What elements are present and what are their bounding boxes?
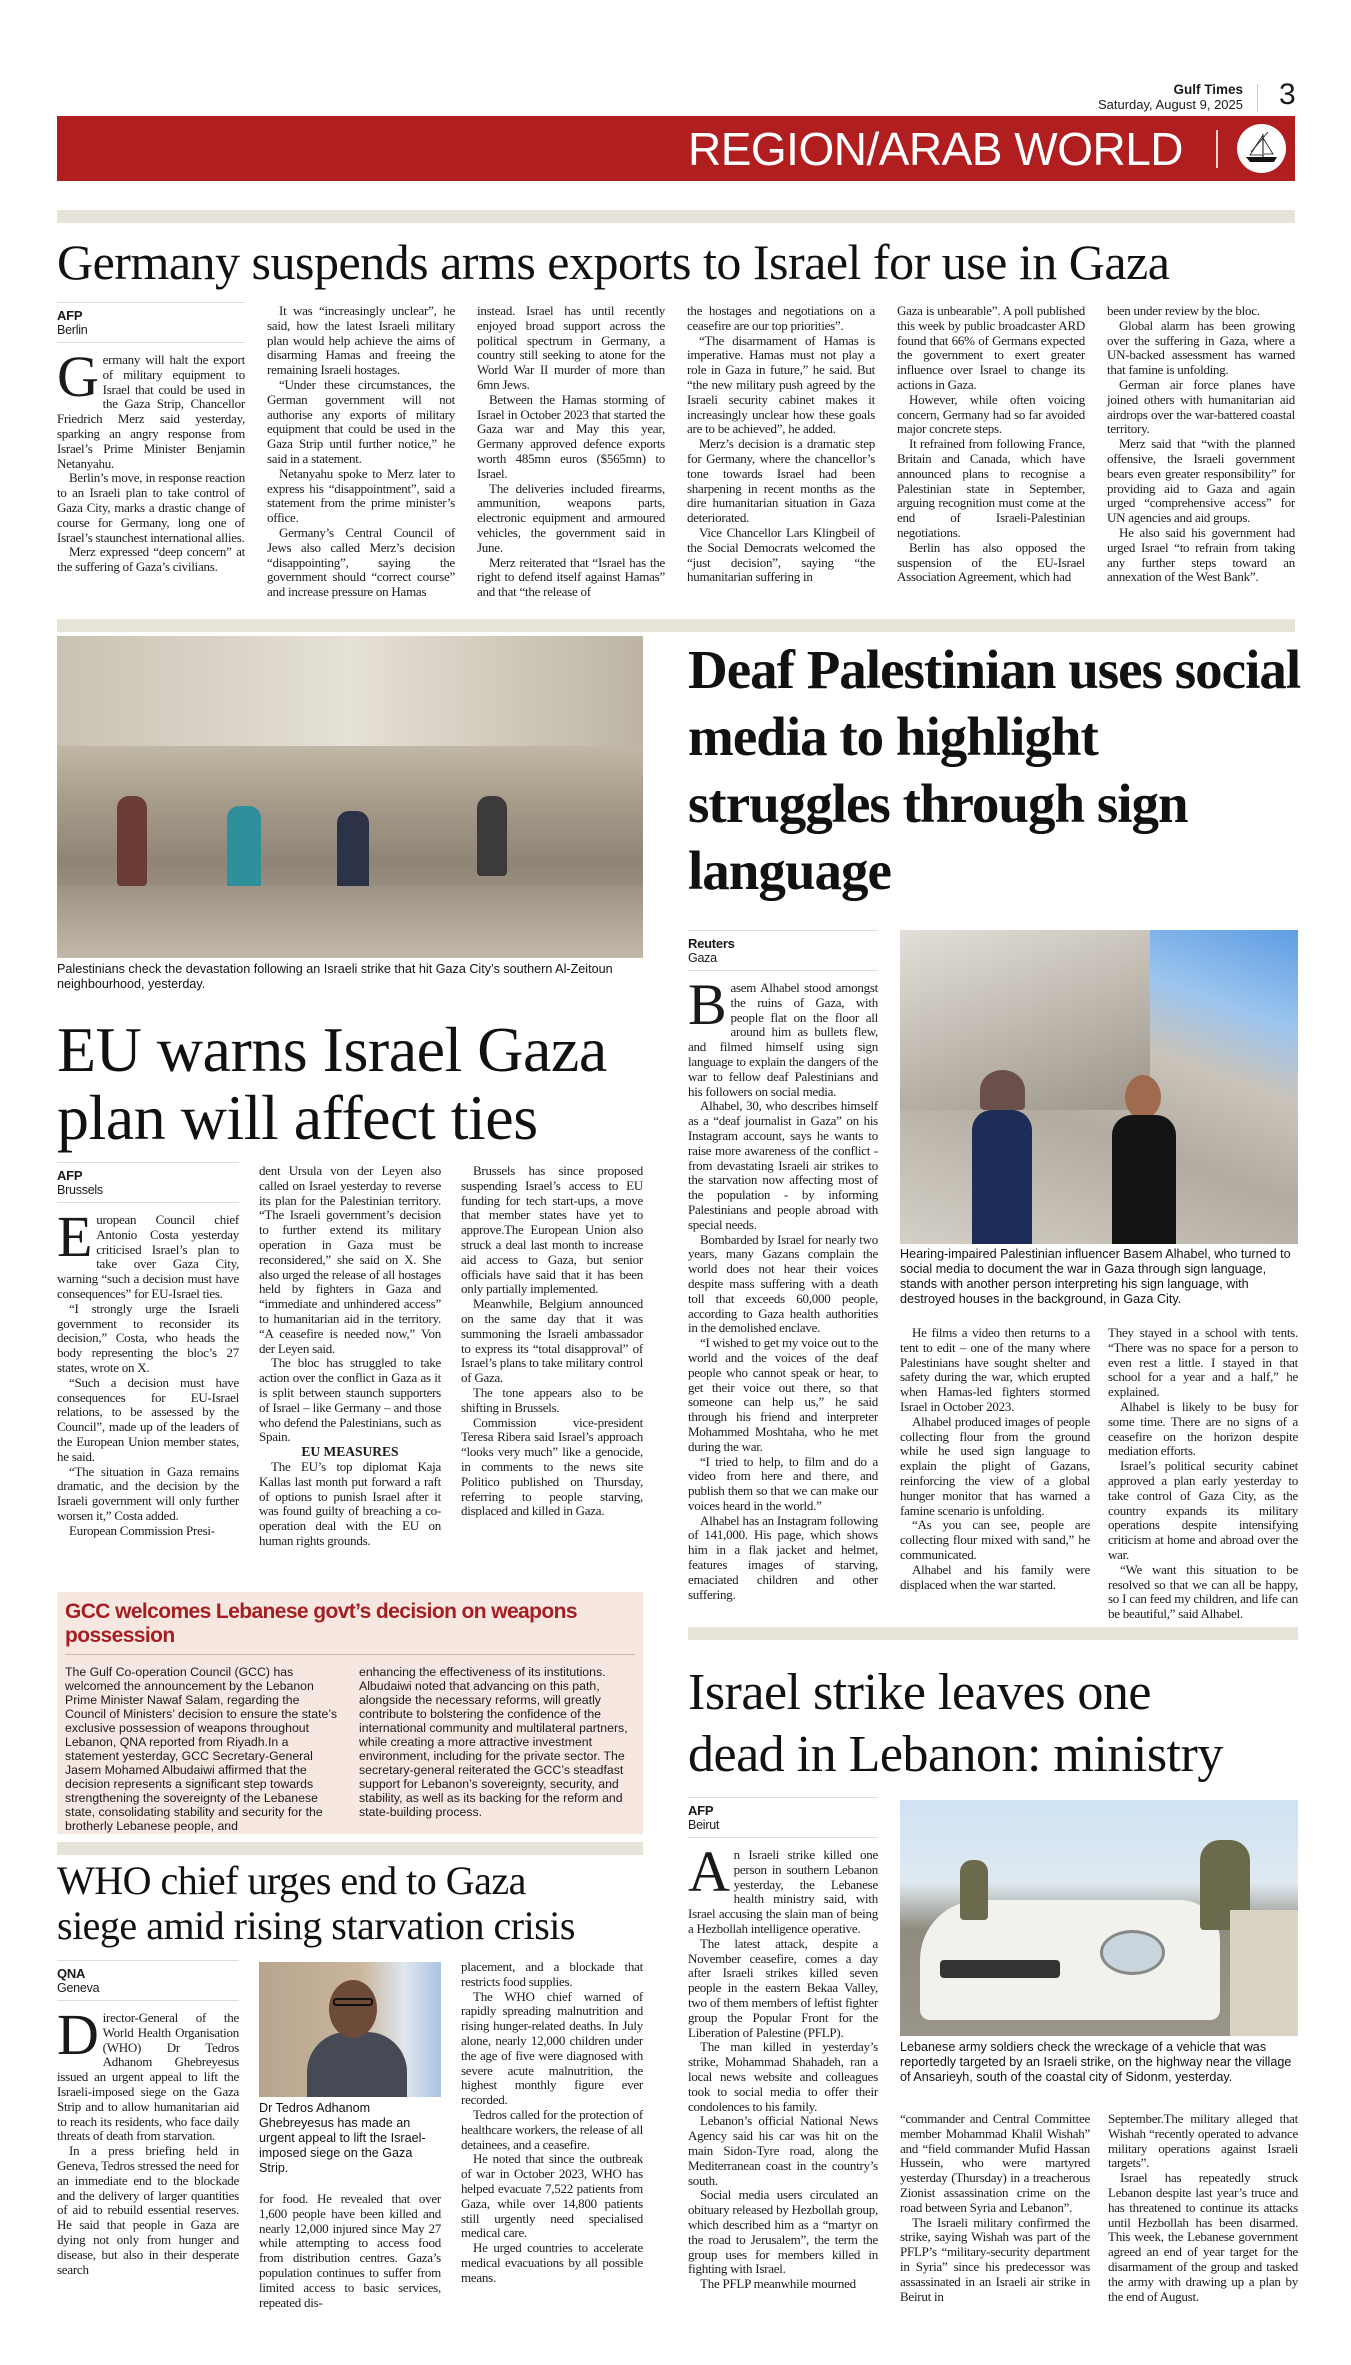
paragraph: Meanwhile, Belgium announced on the same day that it was summoning the Israeli ambassador to express its “total disapproval” of Israel’s plans to take military control of Gaza. — [461, 1296, 643, 1386]
paragraph: The tone appears also to be shifting in Brussels. — [461, 1384, 643, 1415]
drop-cap: G — [57, 344, 99, 409]
section-divider — [688, 1627, 1298, 1640]
paragraph: Germany’s Central Council of Jews also called Merz’s decision “disappointing”, saying the government should “correct course” and increase pressure on Hamas — [267, 524, 455, 600]
byline-source: AFP — [57, 1168, 83, 1183]
article-germany-col-4 — [687, 304, 875, 585]
paragraph: “The disarmament of Hamas is imperative. Hamas must not play a role in Gaza in future,” he said. But “the new military push agreed by the Israeli security cabinet makes it increasingly unclear how these goals are to be achieved”, he added. — [687, 332, 875, 437]
paragraph: instead. Israel has until recently enjoyed broad support across the political spectrum in Germany, a country still seeking to atone for the World War II murder of more than 6mn Jews. — [477, 303, 665, 392]
paragraph: Merz expressed “deep concern” at the suffering of Gaza’s civilians. — [57, 544, 245, 575]
byline-source: QNA — [57, 1966, 86, 1981]
article-germany-col-1 — [57, 302, 245, 575]
paragraph: Netanyahu spoke to Merz later to express his “disappointment”, said a statement from the prime minister’s office. — [267, 465, 455, 526]
paragraph: September.The military alleged that Wishah “recently operated to advance military operations against Israeli targets”. — [1108, 2111, 1298, 2171]
byline-dateline: Geneva — [57, 1981, 100, 1995]
gcc-box-text: enhancing the effectiveness of its institutions. Albudaiwi noted that advancing on this path, alongside the necessary reforms, will greatly contribute to bolstering the confidence of the international community and multilateral partners, while creating a more attractive investment environment, including for the private sector. The secretary-general reiterated the GCC’s steadfast support for Lebanon’s sovereignty, security, and stability, as well as its backing for the reform and state-building process. — [359, 1665, 628, 1819]
dhow-boat-icon — [1237, 124, 1286, 173]
sign-language-photo-caption: Hearing-impaired Palestinian influencer Basem Alhabel, who turned to social media to document the war in Gaza through sign language, stands with another person interpreting his sign language, with destroyed houses in the background, in Gaza City. — [900, 1247, 1291, 1306]
byline — [57, 302, 245, 343]
byline — [57, 1960, 239, 2001]
paragraph: He urged countries to accelerate medical evacuations by all possible means. — [461, 2240, 643, 2285]
article-germany-col-2 — [267, 304, 455, 600]
paragraph: However, while often voicing concern, Germany had so far avoided major concrete steps. — [897, 391, 1085, 437]
paragraph: German air force planes have joined others with humanitarian aid airdrops over the war-battered coastal territory. — [1107, 376, 1295, 437]
drop-cap: B — [688, 972, 727, 1037]
paragraph — [688, 972, 878, 1099]
paragraph: for food. He revealed that over 1,600 people have been killed and nearly 12,000 injured since May 27 while attempting to access food from distribution centres. Gaza’s population continues to suffer from limited access to basic services, repeated dis- — [259, 2191, 441, 2310]
gcc-news-box — [57, 1592, 643, 1834]
paragraph: Alhabel, 30, who describes himself as a “deaf journalist in Gaza” on his Instagram account, says he wants to raise more awareness of the conflict - from devastating Israeli air strikes to the starvation now affecting most of the population - by informing Palestinians and people abroad with special needs. — [688, 1098, 878, 1232]
paragraph: In a press briefing held in Geneva, Tedros stressed the need for an immediate end to the blockade and the delivery of larger quantities of aid to rebuild essential reserves. He said that people in Gaza are dying not only from hunger and disease, but also in their desperate search — [57, 2143, 239, 2277]
article-deaf-col-2 — [900, 1326, 1090, 1592]
paragraph: Alhabel produced images of people collecting flour from the ground while he used sign language to explain the plight of Gazans, reinforcing the view of a global hunger monitor that has warned a famine scenario is unfolding. — [900, 1413, 1090, 1518]
paragraph: He also said his government had urged Israel “to refrain from taking any further steps toward an annexation of the West Bank”. — [1107, 524, 1295, 585]
paragraph: “We want this situation to be resolved so that we can all be happy, so I can feed my children, and life can be beautiful,” said Alhabel. — [1108, 1561, 1298, 1622]
paragraph: Tedros called for the protection of healthcare workers, the release of all detainees, and a ceasefire. — [461, 2106, 643, 2152]
banner-divider — [1216, 130, 1218, 168]
byline — [688, 1797, 878, 1838]
drop-cap: A — [688, 1839, 730, 1904]
paragraph: It was “increasingly unclear”, he said, how the latest Israeli military plan would help achieve the aims of disarming Hamas and freeing the remaining Israeli hostages. — [267, 303, 455, 378]
paragraph: “I tried to help, to film and do a video from here and there, and publish them so that we can make our voices heard in the world.” — [688, 1453, 878, 1513]
paragraph-text: irector-General of the World Health Organisation (WHO) Dr Tedros Adhanom Ghebreyesus issued an urgent appeal to lift the Israeli-imposed siege on the Gaza Strip and to allow humanitarian aid to reach its residents, who face daily threats of death from starvation. — [57, 2010, 239, 2144]
page-number: 3 — [1279, 78, 1296, 111]
paragraph: “commander and Central Committee member Mohammad Khalil Wishah” and “field commander Mufid Hassan Hussein, who were martyred yesterday (Thursday) in a treacherous Zionist assassination crime on the road between Syria and Lebanon”. — [900, 2111, 1090, 2215]
tedros-photo — [259, 1962, 441, 2097]
paragraph: The deliveries included firearms, ammunition, weapons parts, electronic equipment and armoured vehicles, the government said in June. — [477, 480, 665, 555]
paragraph: the hostages and negotiations on a ceasefire are our top priorities”. — [687, 303, 875, 333]
paragraph: Bombarded by Israel for nearly two years, many Gazans complain the world does not hear their voices despite mass suffering with a death toll that exceeds 60,000 people, according to Gaza health authorities in the demolished enclave. — [688, 1231, 878, 1336]
paragraph: Merz reiterated that “Israel has the right to defend itself against Hamas” and that “the release of — [477, 554, 665, 600]
article-eu-col-2 — [259, 1164, 441, 1549]
byline-source: AFP — [57, 308, 83, 323]
paragraph: Merz said that “with the planned offensive, the Israeli government bears even greater responsibility” for providing aid to Gaza and again urged “comprehensive access” for UN agencies and aid groups. — [1107, 436, 1295, 526]
paragraph: The bloc has struggled to take action over the conflict in Gaza as it is split between staunch supporters of Israel – like Germany – and those who defend the Palestinians, such as Spain. — [259, 1355, 441, 1445]
paragraph: Merz’s decision is a dramatic step for Germany, where the chancellor’s tone towards Israel had been sharpening in recent months as the dire humanitarian situation in Gaza deteriorated. — [687, 436, 875, 526]
paragraph: Global alarm has been growing over the suffering in Gaza, where a UN-backed assessment has warned that famine is unfolding. — [1107, 317, 1295, 378]
paragraph: He noted that since the outbreak of war in October 2023, WHO has helped evacuate 7,522 patients from Gaza, while over 14,800 patients still urgently need specialised medical care. — [461, 2151, 643, 2241]
drop-cap: D — [57, 2002, 99, 2067]
paragraph: Alhabel is likely to be busy for some time. There are no signs of a ceasefire on the horizon despite mediation efforts. — [1108, 1398, 1298, 1459]
byline-dateline: Berlin — [57, 323, 88, 337]
paragraph: Berlin’s move, in response reaction to an Israeli plan to take control of Gaza City, marks a drastic change of course for Germany, long one of Israel’s staunchest international allies. — [57, 470, 245, 545]
paragraph: “The situation in Gaza remains dramatic, and the decision by the Israeli government will only further worsen it,” Costa added. — [57, 1463, 239, 1523]
car-wreckage-photo — [900, 1800, 1298, 2036]
paragraph: Brussels has since proposed suspending Israel’s access to EU funding for tech start-ups, a move that member states have yet to approve.The European Union also struck a deal last month to increase aid access to Gaza, but senior officials have said that it has been only partially implemented. — [461, 1163, 643, 1297]
section-divider — [57, 1842, 643, 1855]
headline-eu: EU warns Israel Gaza plan will affect ties — [57, 1014, 607, 1153]
paragraph: “Under these circumstances, the German government will not authorise any exports of military equipment that could be used in the Gaza Strip until further notice,” he said in a statement. — [267, 376, 455, 466]
paragraph: “Such a decision must have consequences for EU-Israel relations, to be assessed by the Council”, made up of the leaders of the European Union member states, he said. — [57, 1374, 239, 1464]
paragraph: Social media users circulated an obituary released by Hezbollah group, which described him as a “martyr on the road to Jerusalem”, the term the group uses for members killed in fighting with Israel. — [688, 2187, 878, 2277]
paragraph — [57, 344, 245, 471]
paragraph: Alhabel has an Instagram following of 141,000. His page, which shows him in a flak jacket and helmet, features images of starving, emaciated children and other suffering. — [688, 1512, 878, 1602]
headline-who: WHO chief urges end to Gaza siege amid rising starvation crisis — [57, 1858, 575, 1948]
paragraph: The WHO chief warned of rapidly spreading malnutrition and rising hunger-related deaths. In July alone, nearly 12,000 children under the age of five were diagnosed with severe acute malnutrition, the highest monthly figure ever recorded. — [461, 1988, 643, 2108]
paragraph-text: uropean Council chief Antonio Costa yesterday criticised Israel’s plan to take over Gaza City, warning “such a decision must have consequences” for EU-Israel ties. — [57, 1212, 239, 1301]
article-who-col-2 — [259, 2192, 441, 2310]
article-germany-col-3 — [477, 304, 665, 600]
gcc-box-title: GCC welcomes Lebanese govt’s decision on weapons possession — [65, 1600, 635, 1655]
gaza-photo-caption: Palestinians check the devastation following an Israeli strike that hit Gaza City’s southern Al-Zeitoun neighbourhood, yesterday. — [57, 962, 613, 991]
paragraph: The latest attack, despite a November ceasefire, comes a day after Israeli strikes killed seven people in the eastern Bekaa Valley, two of them members of leftist fighter group the Popular Front for the Liberation of Palestine (PFLP). — [688, 1935, 878, 2040]
issue-date: Saturday, August 9, 2025 — [1097, 97, 1243, 112]
paragraph — [57, 2002, 239, 2144]
paragraph: been under review by the bloc. — [1107, 303, 1260, 318]
sign-language-photo — [900, 930, 1298, 1244]
article-eu-col-1 — [57, 1162, 239, 1539]
paragraph-text: ermany will halt the export of military equipment to Israel that could be used in the Gaza Strip, Chancellor Friedrich Merz said yesterday, sparking an angry response from Israel’s Prime Minister Benjamin Netanyahu. — [57, 352, 245, 471]
paragraph: The PFLP meanwhile mourned — [700, 2276, 856, 2292]
paragraph: Alhabel and his family were displaced when the war started. — [900, 1561, 1090, 1592]
paragraph: Berlin has also opposed the suspension of the EU-Israel Association Agreement, which had — [897, 539, 1085, 585]
car-wreckage-photo-caption: Lebanese army soldiers check the wreckage of a vehicle that was reportedly targeted by an Israeli strike, on the highway near the village of Ansarieyh, south of the coastal city of Sidonm, yesterday. — [900, 2040, 1292, 2084]
subheading: EU MEASURES — [301, 1444, 399, 1460]
paragraph: The Israeli military confirmed the strike, saying Wishah was part of the PFLP’s “military-security department in Syria” since his predecessor was assassinated in an Israeli air strike in Beirut in — [900, 2214, 1090, 2304]
tedros-photo-caption: Dr Tedros Adhanom Ghebreyesus has made an urgent appeal to lift the Israel-imposed siege on the Gaza Strip. — [259, 2101, 426, 2175]
paragraph-text: n Israeli strike killed one person in southern Lebanon yesterday, the Lebanese health ministry said, with Israel accusing the slain man of being a Hezbollah intelligence operative. — [688, 1847, 878, 1936]
article-germany-col-5 — [897, 304, 1085, 585]
paragraph: Commission vice-president Teresa Ribera said Israel’s approach “looks very much” like a genocide, in comments to the news site Politico published on Thursday, referring to people starving, displaced and killed in Gaza. — [461, 1414, 643, 1519]
section-title: REGION/ARAB WORLD — [687, 123, 1183, 175]
byline-source: Reuters — [688, 936, 735, 951]
paragraph — [688, 1839, 878, 1937]
article-lebanon-col-1 — [688, 1797, 878, 2292]
section-banner — [57, 116, 1295, 181]
paragraph: “I strongly urge the Israeli government to reconsider its decision,” Costa, who heads the body representing the bloc’s 27 states, wrote on X. — [57, 1300, 239, 1375]
article-lebanon-col-2 — [900, 2112, 1090, 2304]
paragraph-text: asem Alhabel stood amongst the ruins of Gaza, with people flat on the floor all around him as bullets flew, and filmed himself using sign language to explain the dangers of the war to fellow deaf Palestinians and his followers on social media. — [688, 980, 878, 1099]
byline — [57, 1162, 239, 1203]
drop-cap: E — [57, 1204, 93, 1269]
paragraph: European Commission Presi- — [69, 1522, 215, 1538]
paragraph: Between the Hamas storming of Israel in October 2023 that started the Gaza war and May this year, Germany approved defence exports worth 485mn euros ($565mn) to Israel. — [477, 391, 665, 481]
paragraph: It refrained from following France, Britain and Canada, which have announced plans to recognise a Palestinian state in September, arguing recognition must come at the end of Israeli-Palestinian negotiations. — [897, 436, 1085, 540]
paper-name: Gulf Times — [1173, 82, 1243, 97]
headline-deaf-palestinian: Deaf Palestinian uses social media to highlight struggles through sign language — [688, 639, 1301, 901]
byline — [688, 930, 878, 971]
paragraph: “I wished to get my voice out to the world and the voices of the deaf people who cannot speak or hear, to get their voice out there, so that someone can help us,” he said through his friend and interpreter Mohammed Moshtaha, who he met during the war. — [688, 1335, 878, 1454]
byline-dateline: Brussels — [57, 1183, 103, 1197]
byline-dateline: Beirut — [688, 1818, 720, 1832]
paragraph: Gaza is unbearable”. A poll published this week by public broadcaster ARD found that 66% of Germans expected the government to exert greater influence over Israel to change its actions in Gaza. — [897, 303, 1085, 392]
byline-dateline: Gaza — [688, 951, 717, 965]
article-deaf-col-3 — [1108, 1326, 1298, 1622]
paragraph: dent Ursula von der Leyen also called on Israel yesterday to reverse its plan for the Palestinian territory. “The Israeli government’s decision to further extend its military operation in Gaza must be reconsidered,” she said on X. She also urged the release of all hostages held by fighters in Gaza and “immediate and unhindered access” to humanitarian aid in the territory. “A ceasefire is needed now,” Von der Leyen said. — [259, 1163, 441, 1356]
headline-germany: Germany suspends arms exports to Israel for use in Gaza — [57, 234, 1170, 290]
article-who-col-3 — [461, 1960, 643, 2286]
headline-lebanon: Israel strike leaves one dead in Lebanon: ministry — [688, 1664, 1223, 1783]
paragraph: Israel has repeatedly struck Lebanon despite last year’s truce and has threatened to continue its attacks until Hezbollah has been disarmed. This week, the Lebanese government agreed an end of year target for the disarmament of the group and tasked the army with drawing up a plan by the end of August. — [1108, 2170, 1298, 2304]
byline-source: AFP — [688, 1803, 714, 1818]
article-deaf-col-1 — [688, 930, 878, 1602]
gcc-box-text: The Gulf Co-operation Council (GCC) has welcomed the announcement by the Lebanon Prime Minister Nawaf Salam, regarding the Council of Ministers’ decision to ensure the state’s exclusive possession of weapons throughout Lebanon, QNA reported from Riyadh.In a statement yesterday, GCC Secretary-General Jasem Mohamed Albudaiwi affirmed that the decision represents a significant step towards strengthening the sovereignty of the Lebanese state, consolidating stability and security for the brotherly Lebanese people, and — [65, 1665, 338, 1833]
gaza-rubble-photo — [57, 636, 643, 958]
paragraph — [57, 1204, 239, 1302]
paragraph: “As you can see, people are collecting flour mixed with sand,” he communicated. — [900, 1517, 1090, 1562]
paragraph: The man killed in yesterday’s strike, Mohammad Shahadeh, ran a local news website and colleagues took to social media to offer their condolences to his family. — [688, 2039, 878, 2114]
section-divider — [57, 619, 1295, 632]
article-lebanon-col-3 — [1108, 2112, 1298, 2304]
paragraph: Israel’s political security cabinet approved a plan early yesterday to take control of Gaza City, as the country expands its military operations despite intensifying criticism at home and abroad over the war. — [1108, 1458, 1298, 1562]
article-germany-col-6 — [1107, 304, 1295, 585]
paragraph: He films a video then returns to a tent to edit – one of the many where Palestinians have sought shelter and safety during the war, which erupted when Hamas-led fighters stormed Israel in October 2023. — [900, 1325, 1090, 1414]
paragraph: Lebanon’s official National News Agency said his car was hit on the main Sidon-Tyre road, along the Mediterranean coast in the country’s south. — [688, 2113, 878, 2188]
article-eu-col-3 — [461, 1164, 643, 1519]
paragraph: Vice Chancellor Lars Klingbeil of the Social Democrats welcomed the “just decision”, saying “the humanitarian suffering in — [687, 524, 875, 585]
paragraph: placement, and a blockade that restricts food supplies. — [461, 1959, 643, 1989]
paragraph: The EU’s top diplomat Kaja Kallas last month put forward a raft of options to punish Israel after it was found guilty of breaching a co-operation deal with the EU on human rights grounds. — [259, 1458, 441, 1548]
masthead — [1098, 82, 1243, 112]
section-divider — [57, 210, 1295, 223]
article-who-col-1 — [57, 1960, 239, 2277]
paragraph: They stayed in a school with tents. “There was no space for a person to even rest a little. I stayed in that school for a year and a half,” he explained. — [1108, 1325, 1298, 1400]
masthead-divider — [1257, 84, 1258, 112]
